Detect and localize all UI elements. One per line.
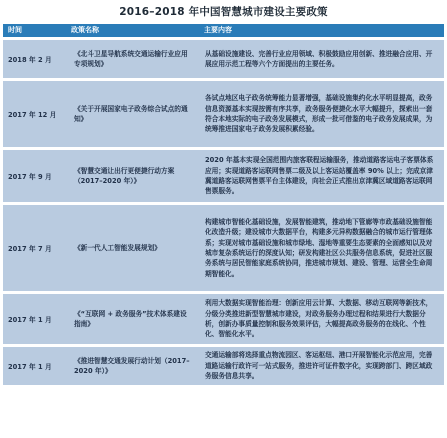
row-content: 各试点地区电子政务统筹能力显著增强，基础设施集约化水平明显提高，政务信息资源基本实现按需有序共享，政务服务便捷化水平大幅提升，探索出一套符合本地实际的电子政务发展模式，形成一批可借鉴的电子政务发展成果，为统筹推进国家电子政务发展积累经验。 [205, 94, 433, 134]
row-time: 2017 年 9 月 [8, 173, 52, 181]
row-policy: 《“互联网 + 政务服务”技术体系建设指南》 [74, 309, 187, 328]
row-time: 2017 年 12 月 [8, 111, 57, 119]
header-policy: 政策名称 [71, 26, 99, 34]
policy-table [3, 24, 444, 385]
row-time: 2017 年 7 月 [8, 245, 52, 253]
header-content: 主要内容 [204, 26, 232, 34]
row-policy: 《新一代人工智能发展规划》 [74, 243, 161, 252]
table-row [3, 291, 444, 344]
row-content: 构建城市智能化基础设施，发展智能建筑，推动地下管廊等市政基础设施智能化改造升级；建设城市大数据平台，构建多元异构数据融合的城市运行管理体系；实现对城市基础设施和城市绿地、湿地等重要生态要素的全面感知以及对城市复杂系统运行的深度认知；研发构建社区公共服务信息系统，促进社区服务系统与居民智能家庭系统协同，推进城市规划、建设、管理、运营全生命周期智能化。 [205, 217, 433, 278]
row-policy: 《智慧交通让出行更便捷行动方案（2017–2020 年）》 [74, 166, 175, 185]
row-policy: 《北斗卫星导航系统交通运输行业应用专项规划》 [74, 49, 188, 68]
row-time: 2018 年 2 月 [8, 56, 52, 64]
table-row [3, 344, 444, 385]
table-row [3, 37, 444, 78]
table-header [3, 24, 444, 37]
row-policy: 《推进智慧交通发展行动计划（2017–2020 年）》 [74, 356, 190, 375]
header-time: 时间 [8, 26, 22, 34]
row-time: 2017 年 1 月 [8, 363, 52, 371]
row-policy: 《关于开展国家电子政务综合试点的通知》 [74, 104, 188, 123]
table-title: 2016–2018 年中国智慧城市建设主要政策 [119, 6, 328, 18]
table-row [3, 78, 444, 147]
table-row [3, 202, 444, 291]
row-content: 交通运输部将选择重点物流园区、客运枢纽、港口开展智能化示范应用，完善道路运输行政许可一站式服务，推进许可证件数字化，实现跨部门、跨区域政务服务信息共享。 [205, 351, 433, 381]
row-content: 2020 年基本实现全国范围内旅客联程运输服务，推动道路客运电子客票体系应用；实现道路客运联网售票二级及以上客运站覆盖率 90% 以上；完成京津冀道路客运联网售票平台主体建设，向社会正式推出京津冀区域道路客运联网售票服务。 [205, 156, 434, 196]
table-row [3, 147, 444, 202]
row-time: 2017 年 1 月 [8, 316, 52, 324]
row-content: 从基础设施建设、完善行业应用领域、积极鼓励应用创新、推进融合应用、开展应用示范工程等六个方面提出的主要任务。 [205, 49, 433, 68]
row-content: 利用大数据实现智能治理：创新应用云计算、大数据、移动互联网等新技术，分级分类推进新型智慧城市建设，对政务服务办理过程和结果进行大数据分析，创新办事质量控制和服务效果评估，大幅提高政务服务的在线化、个性化、智能化水平。 [205, 299, 433, 339]
